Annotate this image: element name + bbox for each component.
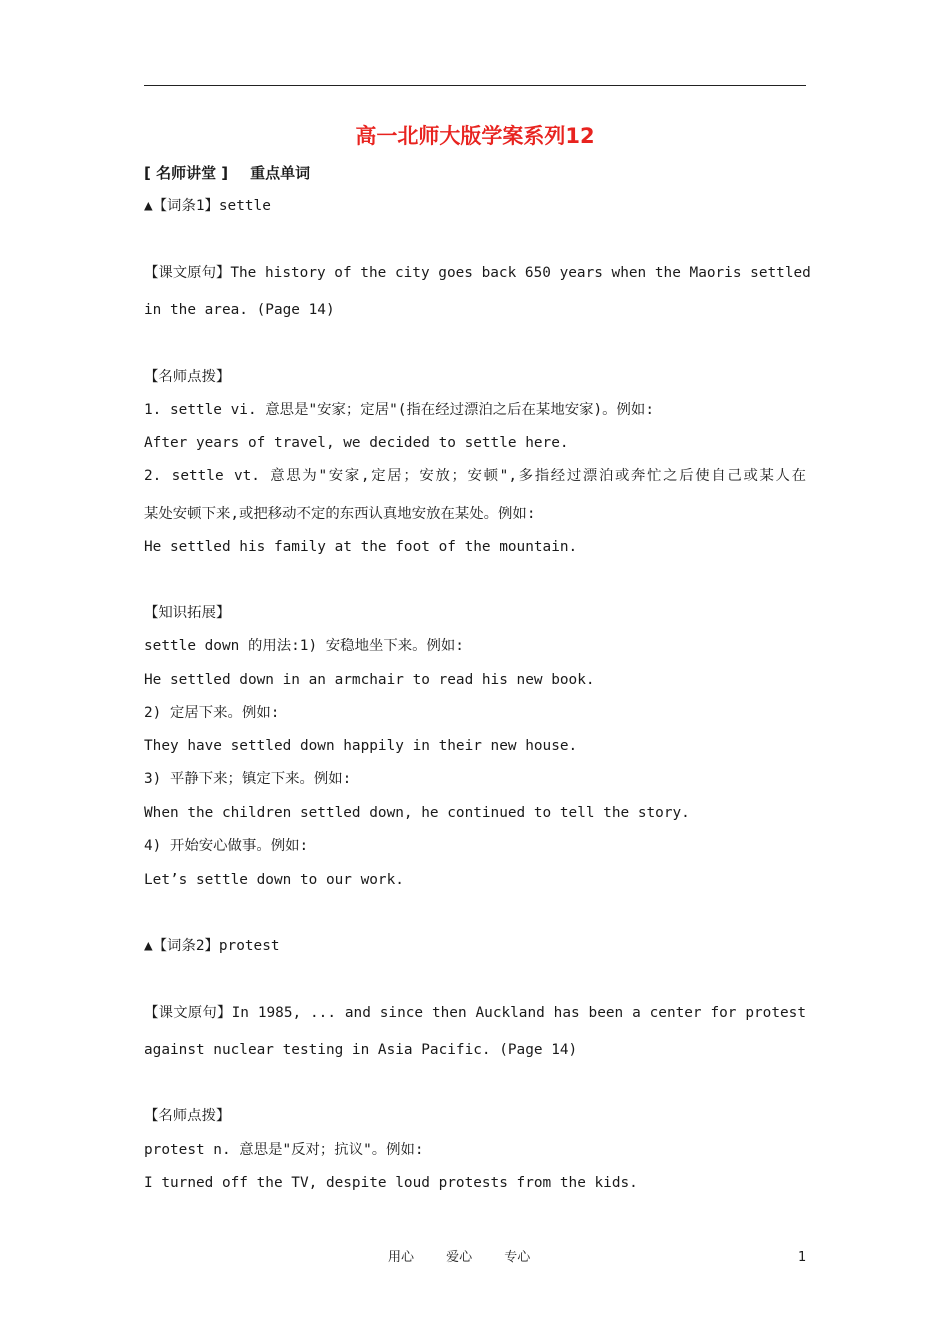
section-label: 【名师点拨】: [144, 369, 231, 385]
page-title: 高一北师大版学案系列12: [355, 124, 595, 148]
section-heading-label: 重点单词: [250, 164, 311, 182]
example-line: Let’s settle down to our work.: [144, 872, 404, 888]
example-line: After years of travel, we decided to settle here.: [144, 435, 569, 451]
example-line: They have settled down happily in their new house.: [144, 738, 578, 754]
entry-heading-2: ▲【词条2】protest: [144, 938, 280, 954]
text-line: in the area. (Page 14): [144, 302, 335, 318]
text-line: settle down 的用法:1) 安稳地坐下来。例如:: [144, 638, 464, 654]
text-line: 1. settle vi. 意思是"安家；定居"(指在经过漂泊之后在某地安家)。例如:: [144, 402, 654, 418]
text-line: 2) 定居下来。例如:: [144, 705, 280, 721]
example-line: When the children settled down, he continued to tell the story.: [144, 805, 690, 821]
section-heading: [144, 163, 310, 183]
example-line: He settled down in an armchair to read his new book.: [144, 672, 595, 688]
section-label: 【知识拓展】: [144, 605, 231, 621]
text-line: 3) 平静下来；镇定下来。例如:: [144, 771, 352, 787]
text-line: 【课文原句】In 1985, ... and since then Auckland has been a center for protest: [144, 1005, 806, 1021]
text-line: protest n. 意思是"反对；抗议"。例如:: [144, 1142, 424, 1158]
section-label: 【名师点拨】: [144, 1108, 231, 1124]
header-rule: [144, 85, 806, 86]
text-line: 4) 开始安心做事。例如:: [144, 838, 309, 854]
section-heading-bracket: [ 名师讲堂 ]: [144, 164, 229, 182]
entry-heading-1: ▲【词条1】settle: [144, 198, 271, 214]
page-number: 1: [798, 1250, 807, 1265]
text-line: 某处安顿下来,或把移动不定的东西认真地安放在某处。例如:: [144, 506, 536, 522]
footer-motto: 用心 爱心 专心: [388, 1250, 531, 1265]
example-line: I turned off the TV, despite loud protests from the kids.: [144, 1175, 638, 1191]
text-line: 【课文原句】The history of the city goes back 650 years when the Maoris settled: [144, 265, 811, 281]
text-line: 2. settle vt. 意思为"安家,定居；安放；安顿",多指经过漂泊或奔忙之后使自己或某人在: [144, 468, 806, 484]
text-line: against nuclear testing in Asia Pacific. (Page 14): [144, 1042, 578, 1058]
example-line: He settled his family at the foot of the mountain.: [144, 539, 578, 555]
